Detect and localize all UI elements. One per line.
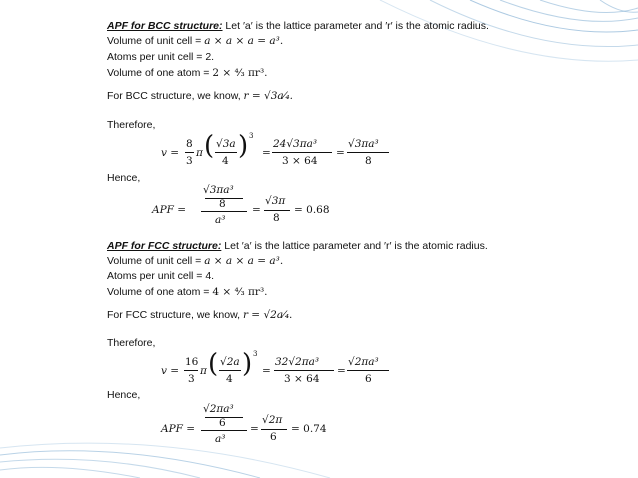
bcc-atoms-per-cell: Atoms per unit cell = 2. (107, 51, 215, 63)
fcc-v-pi: π (200, 365, 207, 377)
fcc-apf-den: a³ (215, 433, 226, 445)
fcc-v-den2: 3 × 64 (284, 373, 320, 385)
fcc-heading: APF for FCC structure: (107, 240, 222, 252)
fcc-v-den1: 3 (188, 373, 195, 385)
fcc-apf-main-bar (201, 430, 247, 431)
bcc-unit-cell-volume (107, 35, 283, 48)
bcc-apf-top: √3πa³ (203, 184, 234, 196)
bcc-v-left-paren: ( (204, 131, 215, 161)
bcc-atom-volume (107, 67, 268, 80)
fcc-relation-expr: r = √2a⁄₄. (242, 309, 293, 321)
fcc-v-inner-num: √2a (220, 356, 240, 368)
fcc-atom-volume (107, 286, 268, 299)
fcc-atom-volume-label: Volume of one atom = (107, 286, 213, 298)
fcc-therefore: Therefore, (107, 337, 156, 349)
fcc-apf-den2: 6 (270, 431, 277, 443)
fcc-relation-label: For FCC structure, we know, (107, 309, 243, 321)
bcc-apf-main-bar (201, 211, 247, 212)
fcc-v-num1: 16 (185, 356, 199, 368)
bcc-v-inner-den: 4 (222, 155, 229, 167)
fcc-apf-bar2 (261, 429, 287, 430)
bcc-v-power: 3 (249, 132, 254, 140)
bcc-v-eq2: = (262, 147, 271, 159)
fcc-v-power: 3 (253, 350, 258, 358)
fcc-atoms-per-cell: Atoms per unit cell = 4. (107, 270, 215, 282)
bcc-atom-volume-expr: 2 × ⁴⁄₃ πr³. (212, 67, 268, 79)
fcc-atom-volume-expr: 4 × ⁴⁄₃ πr³. (212, 286, 268, 298)
bcc-v-num1: 8 (186, 138, 193, 150)
fcc-v-num2: 32√2πa³ (275, 356, 320, 368)
fcc-relation (107, 309, 292, 322)
fcc-v-num3: √2πa³ (348, 356, 379, 368)
bcc-apf-den2: 8 (273, 212, 280, 224)
bcc-v-num3: √3πa³ (348, 138, 379, 150)
fcc-v-inner-den: 4 (226, 373, 233, 385)
bcc-v-den2: 3 × 64 (282, 155, 318, 167)
fcc-intro: Let ′a′ is the lattice parameter and ′r′ is the atomic radius. (221, 240, 488, 252)
bcc-v-den1: 3 (186, 155, 193, 167)
fcc-intro-line (107, 240, 488, 253)
fcc-apf-lhs: APF = (161, 423, 196, 435)
bcc-apf-bar2 (264, 210, 290, 211)
fcc-v-left-paren: ( (208, 349, 219, 379)
bcc-apf-top-den: 8 (219, 198, 226, 210)
fcc-apf-top: √2πa³ (203, 403, 234, 415)
bcc-v-bar3 (347, 152, 389, 153)
bcc-therefore: Therefore, (107, 119, 156, 131)
bcc-v-lhs: v = (161, 147, 180, 159)
fcc-v-bar2 (274, 370, 334, 371)
bcc-apf-result: = 0.68 (294, 204, 330, 216)
fcc-v-eq2: = (262, 365, 271, 377)
bcc-intro: Let ′a′ is the lattice parameter and ′r′ is the atomic radius. (222, 20, 489, 32)
bcc-v-right-paren: ) (238, 131, 249, 161)
fcc-unit-cell-volume (107, 255, 283, 268)
bcc-relation-expr: r = √3a⁄₄. (243, 90, 293, 102)
fcc-vol-label: Volume of unit cell = (107, 255, 205, 267)
fcc-apf-num2: √2π (262, 414, 283, 426)
fcc-vol-expr: a × a × a = a³. (204, 255, 284, 267)
bcc-v-pi: π (196, 147, 203, 159)
bcc-apf-num2: √3π (265, 195, 286, 207)
bcc-v-den3: 8 (365, 155, 372, 167)
fcc-apf-result: = 0.74 (291, 423, 327, 435)
bcc-atom-volume-label: Volume of one atom = (107, 67, 213, 79)
bcc-heading: APF for BCC structure: (107, 20, 223, 32)
fcc-hence: Hence, (107, 389, 141, 401)
fcc-apf-top-den: 6 (219, 417, 226, 429)
bcc-v-num2: 24√3πa³ (273, 138, 318, 150)
fcc-v-eq3: = (337, 365, 346, 377)
fcc-v-right-paren: ) (242, 349, 253, 379)
fcc-v-bar1 (184, 370, 198, 371)
fcc-v-bar3 (347, 370, 389, 371)
bcc-apf-eq: = (252, 204, 261, 216)
bcc-v-eq3: = (336, 147, 345, 159)
bcc-v-inner-num: √3a (216, 138, 236, 150)
bcc-v-inner-bar (215, 152, 237, 153)
fcc-v-lhs: v = (161, 365, 180, 377)
bcc-relation-label: For BCC structure, we know, (107, 90, 244, 102)
bcc-v-bar2 (272, 152, 332, 153)
bcc-v-bar1 (185, 152, 194, 153)
bcc-hence: Hence, (107, 172, 141, 184)
fcc-apf-eq: = (250, 423, 259, 435)
bcc-apf-lhs: APF = (152, 204, 187, 216)
bcc-apf-den: a³ (215, 214, 226, 226)
bcc-vol-label: Volume of unit cell = (107, 35, 205, 47)
fcc-v-den3: 6 (365, 373, 372, 385)
fcc-v-inner-bar (219, 370, 241, 371)
bcc-relation (107, 90, 293, 103)
bcc-vol-expr: a × a × a = a³. (204, 35, 284, 47)
bcc-intro-line (107, 20, 489, 33)
